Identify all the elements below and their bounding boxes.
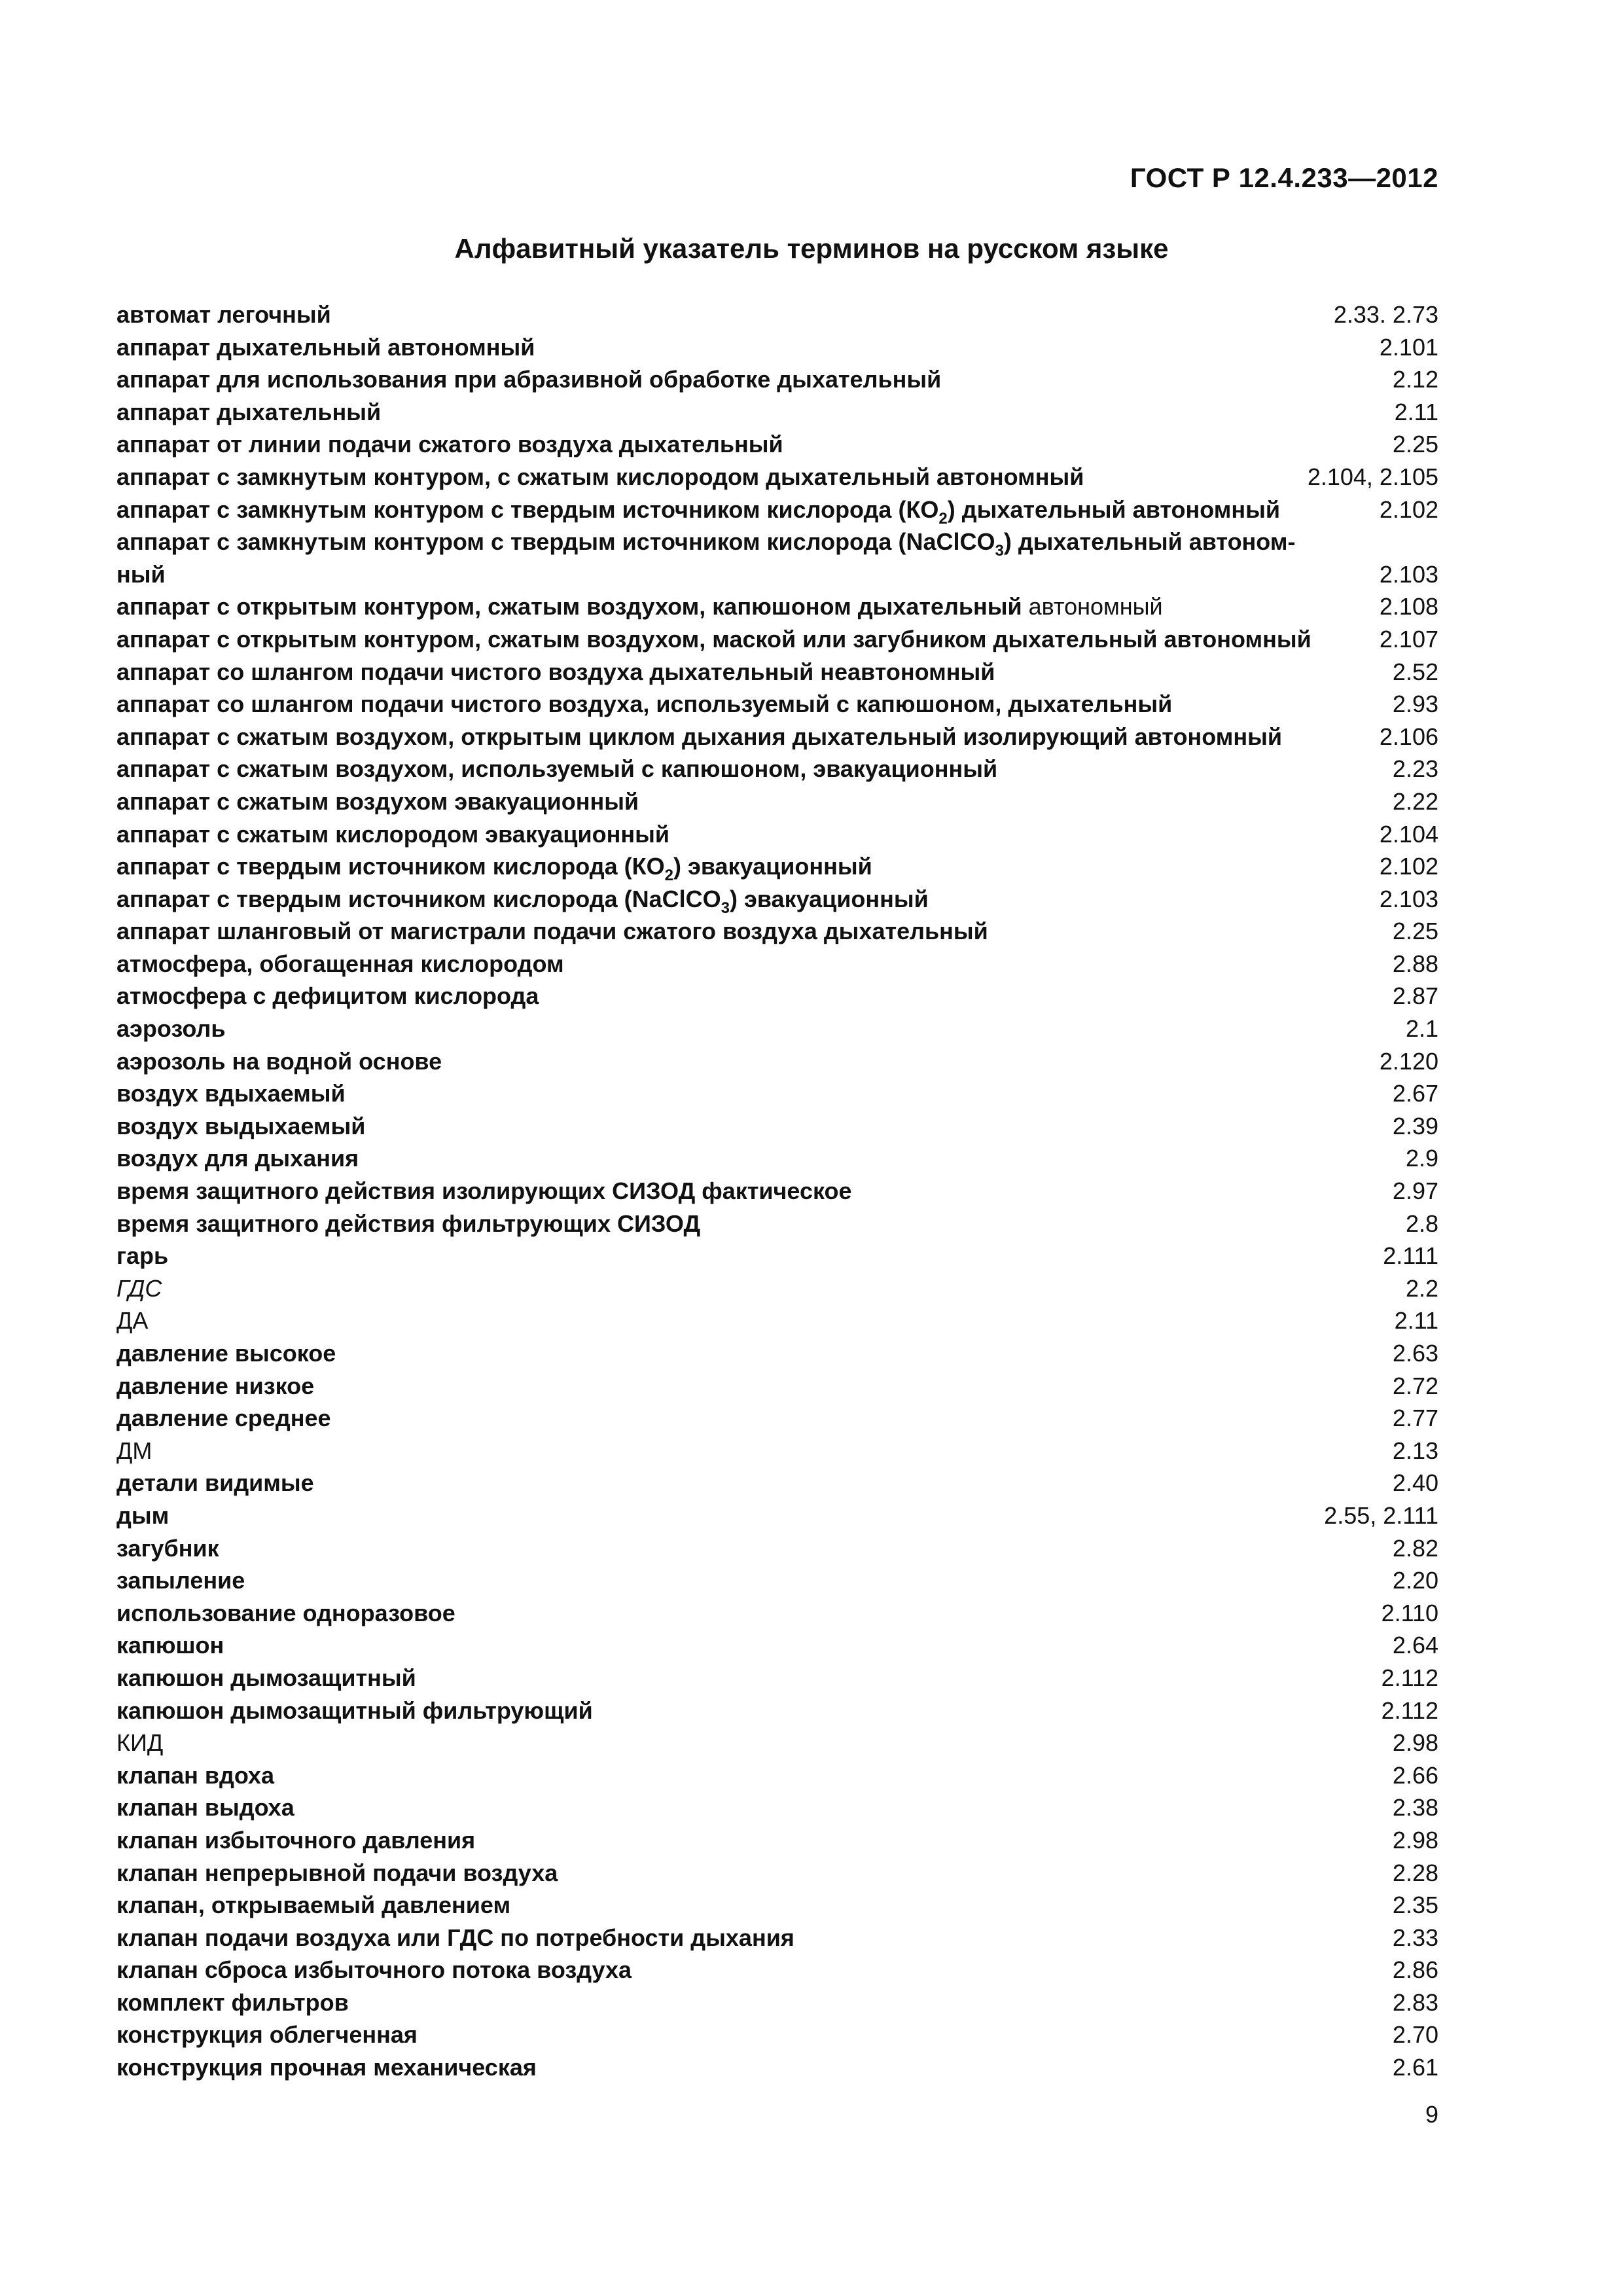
- term-text: ) дыхательный автономный: [947, 495, 1281, 523]
- term-text: аппарат дыхательный: [116, 398, 382, 425]
- term-text: аппарат с открытым контуром, сжатым воздухом, маской или загубником дыхательный автономный: [116, 625, 1311, 653]
- page-title: Алфавитный указатель терминов на русском языке: [454, 233, 1169, 264]
- term-text: аппарат с сжатым воздухом эвакуационный: [116, 787, 639, 815]
- term-text: гарь: [116, 1242, 169, 1270]
- term-text: давление высокое: [116, 1340, 336, 1367]
- term-text: воздух выдыхаемый: [116, 1112, 366, 1139]
- index-reference: 2.9: [1405, 1145, 1438, 1172]
- term-text: автономный: [1028, 593, 1163, 620]
- term-text: аппарат с сжатым воздухом, используемый с капюшоном, эвакуационный: [116, 755, 998, 783]
- index-reference: 2.13: [1392, 1437, 1438, 1464]
- index-entry: [116, 331, 1438, 364]
- index-term: [116, 1272, 1390, 1305]
- term-text: конструкция прочная механическая: [116, 2054, 537, 2081]
- index-entry: [116, 1824, 1438, 1857]
- index-term: [116, 1564, 1377, 1597]
- index-entry: [116, 1499, 1438, 1532]
- index-entry: [116, 526, 1438, 558]
- index-entry: [116, 1954, 1438, 1986]
- index-term: [116, 1110, 1377, 1143]
- index-term: [116, 1077, 1377, 1110]
- term-text: КИД: [116, 1729, 164, 1757]
- index-reference: 2.55, 2.111: [1324, 1501, 1438, 1529]
- index-reference: 2.98: [1392, 1826, 1438, 1854]
- index-reference: 2.103: [1379, 885, 1438, 912]
- index-reference: 2.11: [1394, 1307, 1438, 1335]
- index-term: [116, 1954, 1377, 1986]
- index-reference: 2.112: [1381, 1696, 1438, 1724]
- index-reference: 2.102: [1379, 853, 1438, 880]
- term-text: ) дыхательный автоном-: [1003, 528, 1296, 556]
- index-entry: [116, 2018, 1438, 2051]
- term-text: детали видимые: [116, 1469, 314, 1497]
- index-reference: 2.52: [1392, 658, 1438, 685]
- term-text: аппарат дыхательный автономный: [116, 333, 535, 361]
- index-term: [116, 396, 1379, 429]
- index-entry: [116, 363, 1438, 396]
- index-entry: [116, 1142, 1438, 1175]
- page-number: 9: [1425, 2101, 1438, 2128]
- index-entry: [116, 2051, 1438, 2084]
- term-text: автомат легочный: [116, 301, 331, 328]
- index-reference: 2.35: [1392, 1892, 1438, 1919]
- term-text: конструкция облегченная: [116, 2021, 418, 2049]
- term-text: комплект фильтров: [116, 1988, 349, 2016]
- index-entry: [116, 1532, 1438, 1565]
- index-entry: [116, 656, 1438, 689]
- index-reference: 2.97: [1392, 1177, 1438, 1205]
- index-entry: [116, 721, 1438, 753]
- index-term: [116, 883, 1364, 916]
- index-reference: 2.33: [1392, 1924, 1438, 1951]
- index-entry: [116, 1370, 1438, 1403]
- index-reference: 2.107: [1379, 625, 1438, 653]
- index-term: [116, 1791, 1377, 1824]
- index-reference: 2.72: [1392, 1372, 1438, 1399]
- index-reference: 2.38: [1392, 1794, 1438, 1821]
- index-term: [116, 558, 1364, 591]
- subscript: 2: [664, 867, 673, 883]
- term-text: клапан, открываемый давлением: [116, 1892, 511, 1919]
- index-reference: 2.93: [1392, 691, 1438, 718]
- index-entry: [116, 1175, 1438, 1208]
- term-text: ДМ: [116, 1437, 152, 1464]
- index-term: [116, 1304, 1379, 1337]
- index-reference: 2.102: [1379, 495, 1438, 523]
- index-entry: [116, 1077, 1438, 1110]
- index-reference: 2.23: [1392, 755, 1438, 783]
- term-text: атмосфера с дефицитом кислорода: [116, 982, 539, 1010]
- index-reference: 2.108: [1379, 593, 1438, 620]
- index-term: [116, 461, 1292, 493]
- term-text: загубник: [116, 1534, 219, 1562]
- index-term: [116, 363, 1377, 396]
- term-text: клапан выдоха: [116, 1794, 294, 1821]
- index-term: [116, 1727, 1377, 1759]
- index-entry: [116, 1013, 1438, 1045]
- index-reference: 2.83: [1392, 1988, 1438, 2016]
- index-term: [116, 1759, 1377, 1792]
- index-term: [116, 1402, 1377, 1435]
- index-entry: [116, 1857, 1438, 1890]
- index-entry: [116, 558, 1438, 591]
- index-entry: [116, 1889, 1438, 1922]
- index-reference: 2.98: [1392, 1729, 1438, 1757]
- term-text: аппарат с сжатым кислородом эвакуационный: [116, 820, 670, 848]
- index-entry: [116, 1304, 1438, 1337]
- index-reference: 2.70: [1392, 2021, 1438, 2049]
- index-term: [116, 721, 1364, 753]
- index-entry: [116, 1727, 1438, 1759]
- index-term: [116, 980, 1377, 1013]
- index-term: [116, 1208, 1390, 1240]
- index-term: [116, 1662, 1366, 1695]
- index-entry: [116, 818, 1438, 851]
- index-entry: [116, 1208, 1438, 1240]
- index-entry: [116, 623, 1438, 656]
- index-term: [116, 656, 1377, 689]
- index-term: [116, 428, 1377, 461]
- index-term: [116, 526, 1423, 558]
- term-text: клапан непрерывной подачи воздуха: [116, 1859, 558, 1886]
- index-entry: [116, 1759, 1438, 1792]
- term-text: аппарат с сжатым воздухом, открытым циклом дыхания дыхательный изолирующий автономный: [116, 723, 1282, 750]
- index-entry: [116, 1110, 1438, 1143]
- term-text: аппарат с твердым источником кислорода (NaClCO: [116, 885, 721, 912]
- index-reference: 2.2: [1405, 1274, 1438, 1302]
- index-reference: 2.8: [1405, 1210, 1438, 1237]
- term-text: аппарат шланговый от магистрали подачи сжатого воздуха дыхательный: [116, 918, 988, 945]
- index-reference: 2.20: [1392, 1567, 1438, 1594]
- index-entry: [116, 915, 1438, 948]
- index-entry: [116, 298, 1438, 331]
- index-term: [116, 2051, 1377, 2084]
- term-text: капюшон дымозащитный: [116, 1664, 416, 1691]
- index-term: [116, 1240, 1367, 1272]
- index-term: [116, 753, 1377, 785]
- index-term: [116, 1695, 1366, 1727]
- index-term: [116, 1922, 1377, 1954]
- term-text: ГДС: [116, 1274, 162, 1302]
- index-term: [116, 1175, 1377, 1208]
- index-reference: 2.25: [1392, 918, 1438, 945]
- term-text: аппарат с открытым контуром, сжатым воздухом, капюшоном дыхательный: [116, 593, 1029, 620]
- index-reference: 2.106: [1379, 723, 1438, 750]
- index-entry: [116, 883, 1438, 916]
- index-entry: [116, 980, 1438, 1013]
- term-text: клапан избыточного давления: [116, 1826, 476, 1854]
- index-term: [116, 785, 1377, 818]
- term-text: давление низкое: [116, 1372, 315, 1399]
- index-entry: [116, 1662, 1438, 1695]
- index-entry: [116, 1597, 1438, 1630]
- index-entry: [116, 753, 1438, 785]
- index-entry: [116, 948, 1438, 980]
- term-text: запыление: [116, 1567, 245, 1594]
- index-reference: 2.120: [1379, 1047, 1438, 1075]
- index-term: [116, 1629, 1377, 1662]
- index-reference: 2.104, 2.105: [1307, 463, 1438, 490]
- term-text: ) эвакуационный: [730, 885, 929, 912]
- index-term: [116, 1857, 1377, 1890]
- term-text: аэрозоль на водной основе: [116, 1047, 442, 1075]
- index-term: [116, 915, 1377, 948]
- term-text: дым: [116, 1501, 169, 1529]
- term-text: аэрозоль: [116, 1015, 226, 1043]
- term-text: аппарат с замкнутым контуром с твердым источником кислорода (КО: [116, 495, 939, 523]
- term-text: время защитного действия фильтрующих СИЗОД: [116, 1210, 701, 1237]
- term-text: аппарат с замкнутым контуром с твердым источником кислорода (NaClCO: [116, 528, 995, 556]
- index-term: [116, 1467, 1377, 1499]
- index-reference: 2.12: [1392, 366, 1438, 393]
- index-term: [116, 1045, 1364, 1078]
- subscript: 3: [995, 542, 1004, 558]
- index-entry: [116, 1986, 1438, 2019]
- index-entry: [116, 590, 1438, 623]
- term-text: аппарат от линии подачи сжатого воздуха дыхательный: [116, 431, 783, 458]
- document-code: ГОСТ Р 12.4.233—2012: [1130, 162, 1438, 193]
- index-reference: 2.101: [1379, 333, 1438, 361]
- index-entry: [116, 1240, 1438, 1272]
- index-entry: [116, 1695, 1438, 1727]
- index-entry: [116, 1402, 1438, 1435]
- term-text: давление среднее: [116, 1405, 331, 1432]
- subscript: 3: [721, 899, 730, 916]
- term-text: аппарат с замкнутым контуром, с сжатым кислородом дыхательный автономный: [116, 463, 1084, 490]
- index-reference: 2.111: [1383, 1242, 1438, 1270]
- index-term: [116, 818, 1364, 851]
- index-entry: [116, 1629, 1438, 1662]
- index-reference: 2.87: [1392, 982, 1438, 1010]
- index-term: [116, 1889, 1377, 1922]
- term-text: клапан подачи воздуха или ГДС по потребности дыхания: [116, 1924, 794, 1951]
- index-reference: 2.28: [1392, 1859, 1438, 1886]
- subscript: 2: [938, 509, 948, 526]
- index-term: [116, 298, 1318, 331]
- term-text: аппарат для использования при абразивной обработке дыхательный: [116, 366, 942, 393]
- term-text: клапан вдоха: [116, 1761, 274, 1789]
- term-text: ДА: [116, 1307, 149, 1335]
- index-reference: 2.67: [1392, 1080, 1438, 1107]
- index-reference: 2.103: [1379, 560, 1438, 588]
- index-entry: [116, 1272, 1438, 1305]
- index-term: [116, 493, 1364, 526]
- index-entry: [116, 461, 1438, 493]
- index-entry: [116, 493, 1438, 526]
- index-entry: [116, 1337, 1438, 1370]
- index-term: [116, 331, 1364, 364]
- index-term: [116, 1142, 1390, 1175]
- index-reference: 2.64: [1392, 1632, 1438, 1659]
- index-reference: 2.86: [1392, 1956, 1438, 1984]
- index-reference: 2.1: [1405, 1015, 1438, 1043]
- term-text: аппарат с твердым источником кислорода (КО: [116, 853, 665, 880]
- index-reference: 2.110: [1381, 1599, 1438, 1626]
- index-entry: [116, 1467, 1438, 1499]
- index-term: [116, 1435, 1377, 1467]
- index-reference: 2.82: [1392, 1534, 1438, 1562]
- index-entry: [116, 688, 1438, 721]
- index-term: [116, 623, 1364, 656]
- index-term: [116, 590, 1364, 623]
- term-text: капюшон: [116, 1632, 224, 1659]
- index-term: [116, 850, 1364, 883]
- index-entry: [116, 1922, 1438, 1954]
- index-entry: [116, 1435, 1438, 1467]
- index-reference: 2.11: [1394, 398, 1438, 425]
- index-entry: [116, 785, 1438, 818]
- term-text: аппарат со шлангом подачи чистого воздуха дыхательный неавтономный: [116, 658, 995, 685]
- index-entry: [116, 1791, 1438, 1824]
- index-term: [116, 1986, 1377, 2019]
- index-reference: 2.88: [1392, 950, 1438, 977]
- term-text: капюшон дымозащитный фильтрующий: [116, 1696, 593, 1724]
- index-reference: 2.66: [1392, 1761, 1438, 1789]
- index-reference: 2.63: [1392, 1340, 1438, 1367]
- term-text: использование одноразовое: [116, 1599, 455, 1626]
- index-entry: [116, 1045, 1438, 1078]
- index-entry: [116, 1564, 1438, 1597]
- term-text: аппарат со шлангом подачи чистого воздуха, используемый с капюшоном, дыхательный: [116, 691, 1173, 718]
- index-term: [116, 1013, 1390, 1045]
- term-text: атмосфера, обогащенная кислородом: [116, 950, 564, 977]
- index-reference: 2.104: [1379, 820, 1438, 848]
- index-term: [116, 688, 1377, 721]
- index-entry: [116, 428, 1438, 461]
- index-reference: 2.39: [1392, 1112, 1438, 1139]
- term-text: воздух для дыхания: [116, 1145, 359, 1172]
- index-term: [116, 1499, 1308, 1532]
- term-text: клапан сброса избыточного потока воздуха: [116, 1956, 632, 1984]
- term-index: [116, 298, 1438, 2084]
- index-reference: 2.77: [1392, 1405, 1438, 1432]
- index-entry: [116, 396, 1438, 429]
- index-reference: 2.40: [1392, 1469, 1438, 1497]
- term-text: ) эвакуационный: [673, 853, 872, 880]
- index-reference: 2.25: [1392, 431, 1438, 458]
- index-entry: [116, 850, 1438, 883]
- term-text: ный: [116, 560, 166, 588]
- term-text: время защитного действия изолирующих СИЗОД фактическое: [116, 1177, 852, 1205]
- index-term: [116, 1370, 1377, 1403]
- index-term: [116, 1337, 1377, 1370]
- index-reference: 2.33. 2.73: [1333, 301, 1438, 328]
- index-reference: 2.112: [1381, 1664, 1438, 1691]
- index-term: [116, 1824, 1377, 1857]
- index-term: [116, 1597, 1366, 1630]
- index-term: [116, 1532, 1377, 1565]
- term-text: воздух вдыхаемый: [116, 1080, 346, 1107]
- index-term: [116, 948, 1377, 980]
- index-reference: 2.22: [1392, 787, 1438, 815]
- index-reference: 2.61: [1392, 2054, 1438, 2081]
- index-term: [116, 2018, 1377, 2051]
